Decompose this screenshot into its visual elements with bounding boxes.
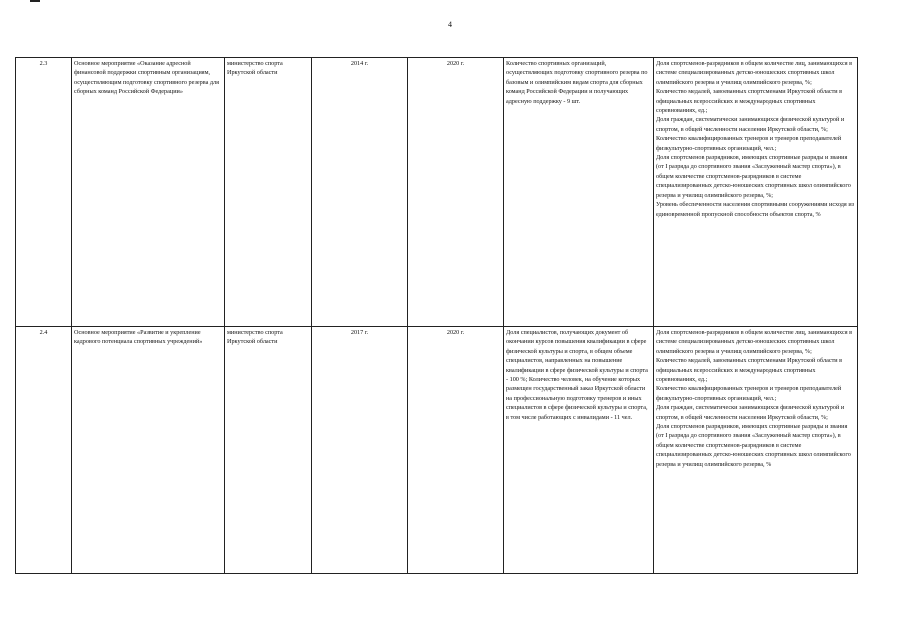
program-measures-table	[15, 57, 858, 574]
indicator-item: Доля граждан, систематически занимающихся физической культурой и спортом, в общей численности населения Иркутской области, %;	[656, 404, 845, 421]
row-number: 2.3	[16, 58, 72, 327]
table-row	[16, 58, 858, 327]
indicator-item: Доля граждан, систематически занимающихся физической культурой и спортом, в общей численности населения Иркутской области, %;	[656, 116, 845, 133]
target-indicators	[654, 58, 858, 327]
indicator-item: Количество медалей, завоеванных спортсменами Иркутской области в официальных всероссийских и международных спортивных соревнованиях, ед.;	[656, 357, 843, 384]
measure-name: Основное мероприятие «Развитие и укрепление кадрового потенциала спортивных учреждений»	[72, 327, 225, 574]
indicator-item: Количество квалифицированных тренеров и тренеров преподавателей физкультурно-спортивных организаций, чел.;	[656, 385, 842, 402]
indicator-item: Доля спортсменов-разрядников в общем количестве лиц, занимающихся в системе специализированных детско-юношеских спортивных школ олимпийского резерва и училищ олимпийского резерва, %;	[656, 329, 853, 355]
end-year: 2020 г.	[408, 327, 504, 574]
expected-result: Количество спортивных организаций, осуществляющих подготовку спортивного резерва по базовым и олимпийским видам спорта для сборных команд Российской Федерации и получающих адресную поддержку - 9 шт.	[504, 58, 654, 327]
indicator-item: Доля спортсменов разрядников, имеющих спортивные разряды и звания (от I разряда до спортивного звания «Заслуженный мастер спорта»), в общем количестве спортсменов-разрядников в системе специализированных детско-юношеских спортивных школ олимпийского резерва и училищ олимпийского резерва, %;	[656, 154, 851, 199]
row-number: 2.4	[16, 327, 72, 574]
target-indicators	[654, 327, 858, 574]
indicator-item: Количество медалей, завоеванных спортсменами Иркутской области в официальных всероссийских и международных спортивных соревнованиях, ед.;	[656, 88, 843, 115]
indicator-item: Количество квалифицированных тренеров и тренеров преподавателей физкультурно-спортивных организаций, чел.;	[656, 135, 842, 152]
start-year: 2014 г.	[312, 58, 408, 327]
responsible-executor: министерство спорта Иркутской области	[225, 327, 312, 574]
end-year: 2020 г.	[408, 58, 504, 327]
page-number: 4	[448, 20, 452, 29]
table-row	[16, 327, 858, 574]
indicator-item: Доля спортсменов-разрядников в общем количестве лиц, занимающихся в системе специализированных детско-юношеских спортивных школ олимпийского резерва и училищ олимпийского резерва, %;	[656, 60, 853, 86]
expected-result: Доля специалистов, получающих документ об окончании курсов повышения квалификации в сфере физической культуры и спорта, в общем объеме специалистов, направленных на повышение квалификации в сфере физической культуры и спорта - 100 %; Количество человек, на обучение которых размещен государственный заказ Иркутской области на профессиональную подготовку тренеров и иных специалистов в сфере физической культуры и спорта, в том числе работающих с инвалидами - 11 чел.	[504, 327, 654, 574]
responsible-executor: министерство спорта Иркутской области	[225, 58, 312, 327]
scan-corner-mark	[30, 0, 40, 2]
indicator-item: Уровень обеспеченности населения спортивными сооружениями исходя из единовременной пропускной способности объектов спорта, %	[656, 201, 855, 218]
indicator-item: Доля спортсменов разрядников, имеющих спортивные разряды и звания (от I разряда до спортивного звания «Заслуженный мастер спорта»), в общем количестве спортсменов-разрядников в системе специализированных детско-юношеских спортивных школ олимпийского резерва и училищ олимпийского резерва, %	[656, 423, 851, 468]
start-year: 2017 г.	[312, 327, 408, 574]
measure-name: Основное мероприятие «Оказание адресной финансовой поддержки спортивным организациям, осуществляющим подготовку спортивного резерва для сборных команд Российской Федерации»	[72, 58, 225, 327]
